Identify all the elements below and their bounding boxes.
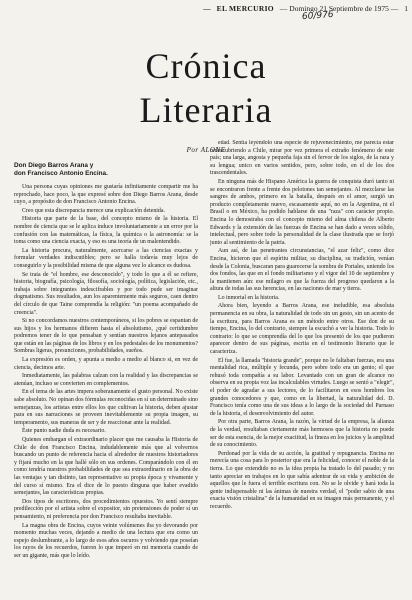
header-rule: —: [203, 3, 211, 13]
paragraph: La expresión es orden, y apunta a medio a medio al blanco si, en vez de ciencia, decimos arte.: [14, 357, 198, 371]
paragraph: edad. Sentía leyéndolo una especie de rejuvenecimiento, me parecía estar redescubriendo a Chile, mirar por vez primera el extraño fenómeno de este país; una larga, angosta y pequeña faja sin el fervor de los siglos, de la raza y su lengua; unico en varios sentidos, pero, sobre todo, en el de los dos trascendentales.: [210, 140, 394, 177]
paragraph: Perdonad por la vida de su acción, la gratitud y repugnancia. Encina no merecía una cosa para lo posterior que era la felicidad, conocer el noble de la tierra. Lo que extendido no es la idea propia ha tratado lo del pasado; y no tanto apreciar en trabajos en lo que sabía adentrar de su vida y ambición de aquellos que le fuera el terrible escritura con. No se le olvide y hará toda la gente indispensable ni las ánimas de nuestra verdad, el "poder sabio de una exacta visión cristalina" de la humanidad en su imagen más permanente, y el recuerdo.: [210, 450, 394, 510]
paragraph: Creo que esta discrepancia merece una explicación detenida.: [22, 207, 165, 214]
paragraph: En el tema de las artes impera soberanamente el gusto personal. No existe sabe absoluto. No opinan dos fórmulas reconocidas en sí un determinado sino semejanzas, los artistas entre ellos los que cultivan la historia, deben ajustar para en sus narraciones se proveen inevitablemente su propia imagen, su temperamento, sus maneras de ser y de reaccionar ante la realidad.: [14, 389, 198, 426]
article-column-left: [14, 160, 198, 596]
paragraph: Se trata de "el hombre, ese desconocido", y todo lo que a él se refiere, historia, biografía, psicología, filosofía, sociología, política, legislación, etc., trabaja sobre integrantes indescifrables y por todo pude ser imaginar dogmatismo. Sus resultados, aun los aparentemente más seguros, caen dentro del círculo de que Taine comprendía la religión: "un poema acompañado de creencia".: [14, 271, 198, 316]
newspaper-name: EL MERCURIO: [216, 3, 274, 13]
paragraph: Lo inmortal en la historia.: [218, 294, 280, 301]
handwritten-note: 60/976: [301, 9, 334, 23]
paragraph: Dos tipos de escritores, dos procedimientos opuestos. Yo sentí siempre predilección por el artista sobre el expositor, sin pretensiones de poder sí un pensamiento, ni preferencia por don Francisco resultaba inevitable.: [14, 498, 198, 520]
article-title-line1: Crónica: [145, 46, 267, 86]
paragraph: Por otra parte, Barros Arana, la razón, la virtud de la empresa, la alianza de la verdad, resultaban ciertamente más hermosos que la historia no puede ser de esta esencia, de la mejor exactitud, la fineza en los juicios y la amplitud de su conocimiento.: [210, 419, 394, 449]
paragraph: El fue, la llamada "historia grande", porque no le faltaban fuerzas, era una mentalidad rica, múltiple y fecunda, pero sobre todo era un genio; el que rehusó toda compañía a su labor. Levantado con un gran de alcance no observa en su propia voz las incalculables virtudes. Luego se sentó a "elegir", el poder de agradar a sus lectores, de lo facilitaron en esos hombres los grandes conocedores y que, como en la libertad, la naturalidad del. D. Francisco tenía como una de sus ideas a lo largo de la sociedad del Parnaso de la historia, el desenvolvimiento del autor.: [210, 357, 394, 417]
publication-date: — Domingo 21 Septiembre de 1975 —: [279, 3, 399, 13]
paragraph: Ahora bien, leyendo a Barros Arana, ese ineludible, esa absoluta permanencia en su obra, la naturalidad de todo sin un gesto, sin un acento de la escritura, para Barros Arana es un método entre otros. Ese don de su tiempo, Encina, lo del contrario, siempre la escuchó a ver la historia. Todo lo contrario: lo que se comprendía del lo que los presentó de los que pudieron aparecer dentro de sus páginas, escrita en el testimonio literario que le caracteriza.: [210, 303, 394, 356]
page-number: 1: [404, 3, 408, 13]
paragraph: Una persona cuyas opiniones me gustaría infinitamente compartir me ha reprochado, hace poco, la que expresé sobre don Diego Barros Arana, desde cuyo, a propósito de don Francisco Antonio Encina.: [14, 184, 198, 206]
paragraph: Inmediatamente, las palabras calzan con la realidad y las discrepancias se atenúan, incluso se convierten en complementos.: [14, 373, 198, 387]
paragraph: Aun así, de las penetrantes circunstancias, "el azar feliz", como dice Encina, hicieron que el espíritu militar, su disciplina, su tradición, venían desde la Colonia, buscaran para guarecerse la sombra de Portales, uniendo los dos fondos, las que en el fondo militarismo y el vigor del 10 de septiembre y la mantienen aún: ese milagro es que la fuerza del progreso quedaron a la altura de todas las sus herencias, en las naciones de mar y tierra.: [210, 248, 394, 293]
subhead-line1: Don Diego Barros Arana y: [14, 162, 94, 169]
paragraph: Si no concordamos nuestros contemporáneos, si los pobres se espantan de sus hijos y los hermanos difieren hasta el absolutismo, ¿qué certidumbre podremos tener de lo que pensaban y sentían nuestros lejanos antepasados que están en las páginas de los libros y en los pedestales de los monumentos? Sombras ligeras, presunciones, probabilidades, sueños.: [14, 318, 198, 355]
article-column-right: [210, 140, 394, 596]
subhead-line2: don Francisco Antonio Encina.: [14, 170, 108, 177]
paragraph: La magna obra de Encina, cuyos veinte volúmenes iba yo devorando por momento muchas veces, dejando a medio de una lectura que era como un espejo deslumbrante, a lo largo de esos años oscuros y volviendo que poseían los rayos de los recuerdos, fueron lo que imperó en mi memoria cuando de ser un gigante, más que lo leído.: [14, 522, 198, 559]
page-header: [0, 2, 412, 23]
paragraph: La historia procura, naturalmente, acercarse a las ciencias exactas y formular verdades indiscutibles; pero se halla todavía muy lejos de conseguirlo y la posibilidad misma de que alguna vez lo alcance es dudosa.: [14, 247, 198, 269]
paragraph: Historia que parte de la base, del concepto mismo de la historia. El nombre de ciencia que se le aplica induce involuntariamente a un error por la confusión con las matemáticas, la física, la química o la astronomía: se la toma como una ciencia exacta, y eso es una teoría de un malentendido.: [14, 216, 198, 246]
paragraph: En ninguna más de Hispano América la guerra de conquista duró tanto ni se encontraron frente a frente dos pelotones tan semejantes. Al mezclarse las sangres de ambos, primero en la batalla, después en el amor, surgió un producto completamente nuevo, escasamente aquí, no en la Argentina, ni el Brasil o en México, ha podido hablarse de una "raza" con carácter propio. Encina lo demostraba con el concepto mismo del alma chilena de Alberto Edwards y la extensión de las fuerzas de Encina se han dado a veces sólido, intelectual, pero sobre todo la personalidad de la clase ilustrada que se forjó junto al sentimiento de la patria.: [210, 178, 394, 246]
paragraph: Quienes embargan el extraordinario placer que me causaba la Historia de Chile de don Francisco Encina, indudablemente más que al volvernos buscando un punto de referencia hacia el alrededor de nuestros historiadores y fijará mucho en la que hallé sólo en sus ordenes. Comparándolo con él en como tendría nuestros probabilidades de que sea extraordinario en la obra de las ventajas y tan distinto, tan representativo su propia época y vivamente y del curso sí mismo. Era el dice de lo puesto dinguna que haber evadido semejantes, las características propias.: [14, 437, 198, 497]
byline: Por ALONE: [186, 146, 226, 154]
article-subhead: [14, 162, 198, 178]
article-title-line2: Literaria: [139, 90, 273, 130]
paragraph: Éste punto nadie duda es necesario.: [22, 428, 106, 435]
